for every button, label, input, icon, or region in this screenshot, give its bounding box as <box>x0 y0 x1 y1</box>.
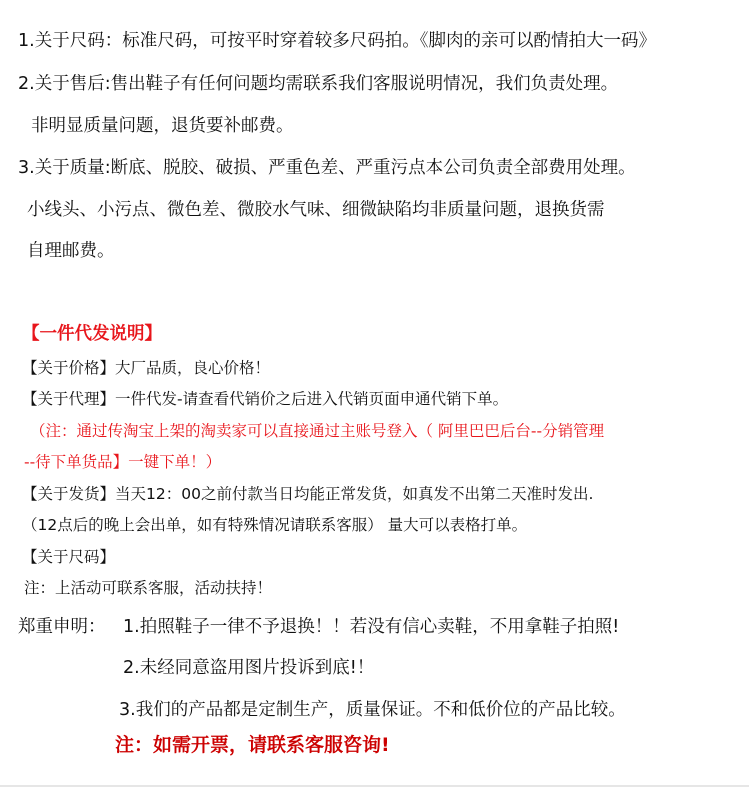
statement-item-3: 3.我们的产品都是定制生产，质量保证。不和低价位的产品比较。 <box>119 700 626 720</box>
statement-item-1: 1.拍照鞋子一律不予退换！！若没有信心卖鞋，不用拿鞋子拍照! <box>123 617 620 637</box>
policy-after-sales-continued: 非明显质量问题，退货要补邮费。 <box>31 116 294 136</box>
dropship-title: 【一件代发说明】 <box>22 324 162 344</box>
policy-quality-continued-2: 自理邮费。 <box>27 241 115 261</box>
invoice-notice: 注：如需开票，请联系客服咨询! <box>115 734 390 756</box>
dropship-note-text: （注：通过传淘宝上架的淘卖家可以直接通过主账号登入（ 阿里巴巴后台--分销管理 <box>30 422 605 440</box>
dropship-price-text: 【关于价格】大厂品质，良心价格！ <box>22 359 271 377</box>
dropship-shipping-continued: （12点后的晚上会出单，如有特殊情况请联系客服） 量大可以表格打单。 <box>22 516 528 534</box>
dropship-note-continued: --待下单货品】一键下单！） <box>24 453 222 471</box>
policy-size-text: 1.关于尺码：标准尺码，可按平时穿着较多尺码拍。《脚肉的亲可以酌情拍大一码》 <box>18 31 656 51</box>
statement-item-2: 2.未经同意盗用图片投诉到底!！ <box>123 658 375 678</box>
policy-quality-text: 3.关于质量:断底、脱胶、破损、严重色差、严重污点本公司负责全部费用处理。 <box>18 158 636 178</box>
dropship-size-title: 【关于尺码】 <box>22 548 116 566</box>
dropship-size-note: 注：上活动可联系客服，活动扶持！ <box>24 579 273 597</box>
dropship-agency-text: 【关于代理】一件代发-请查看代销价之后进入代销页面申通代销下单。 <box>22 390 509 408</box>
policy-quality-continued: 小线头、小污点、微色差、微胶水气味、细微缺陷均非质量问题，退换货需 <box>27 200 605 220</box>
dropship-shipping-text: 【关于发货】当天12：00之前付款当日均能正常发货，如真发不出第二天准时发出. <box>22 485 594 503</box>
policy-after-sales-text: 2.关于售后:售出鞋子有任何问题均需联系我们客服说明情况，我们负责处理。 <box>18 74 619 94</box>
statement-label: 郑重申明： <box>18 617 106 637</box>
